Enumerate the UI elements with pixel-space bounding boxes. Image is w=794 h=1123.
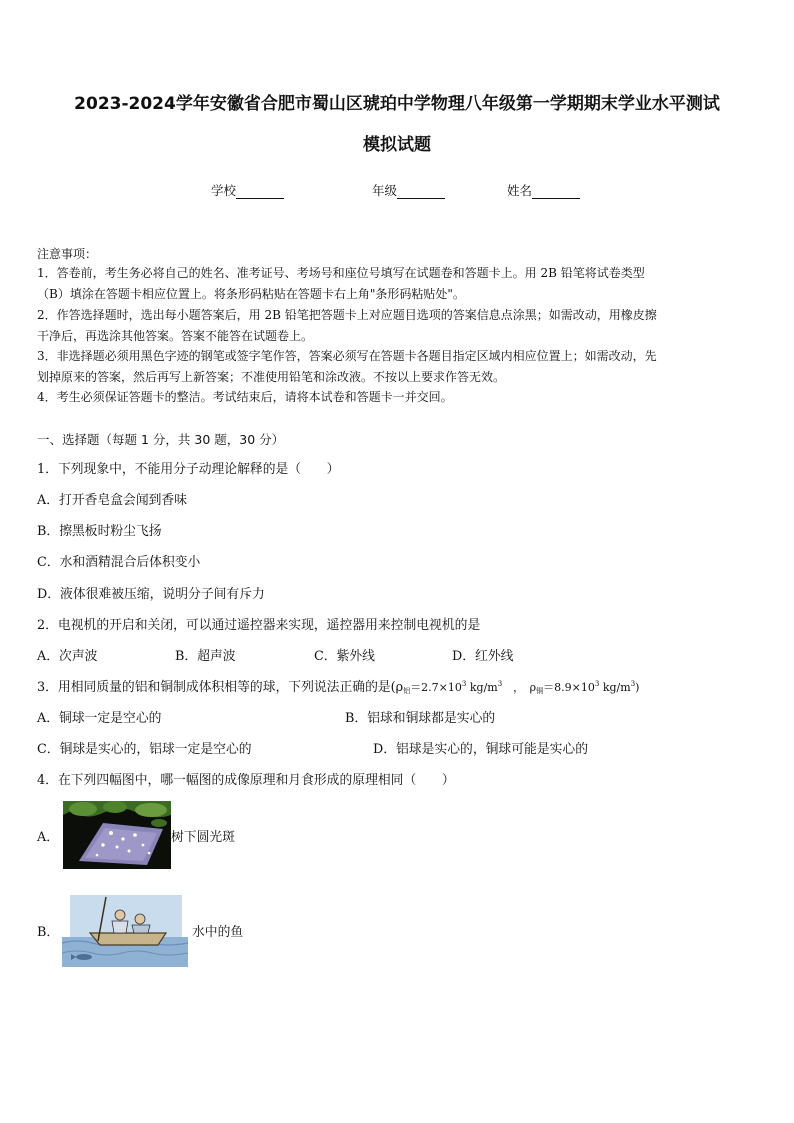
fish-in-water-illustration [62, 893, 188, 967]
question-2-option-d[interactable]: D．红外线 [452, 649, 514, 664]
rho-al-unit-exponent: 3 [497, 680, 503, 688]
school-blank[interactable] [236, 185, 284, 199]
question-2-option-c[interactable]: C．紫外线 [314, 649, 375, 664]
section-heading: 一、选择题（每题 1 分，共 30 题，30 分） [37, 432, 285, 447]
notice-item: 4．考生必须保证答题卡的整洁。考试结束后，请将本试卷和答题卡一并交回。 [37, 390, 453, 404]
rho-cu-subscript: 铜 [536, 687, 544, 695]
question-4-option-a-caption: 树下圆光斑 [171, 830, 235, 845]
question-2-stem: 2．电视机的开启和关闭，可以通过遥控器来实现，遥控器用来控制电视机的是 [37, 618, 481, 633]
question-3-stem [37, 676, 639, 696]
rho-separator: ， ρ [502, 681, 537, 694]
question-1-option-d[interactable]: D．液体很难被压缩，说明分子间有斥力 [37, 587, 265, 602]
rho-cu-value: ＝8.9×10 [543, 681, 595, 694]
question-1-option-c[interactable]: C．水和酒精混合后体积变小 [37, 555, 201, 570]
page-title: 2023-2024学年安徽省合肥市蜀山区琥珀中学物理八年级第一学期期末学业水平测试 [74, 94, 720, 114]
question-4-option-b-caption: 水中的鱼 [192, 925, 244, 940]
question-1-option-b[interactable]: B．擦黑板时粉尘飞扬 [37, 524, 162, 539]
school-label: 学校 [211, 183, 237, 198]
question-3-option-c[interactable]: C．铜球是实心的，铝球一定是空心的 [37, 742, 252, 757]
question-1-stem: 1．下列现象中，不能用分子动理论解释的是（ ） [37, 462, 340, 477]
rho-al-subscript: 铝 [403, 687, 411, 695]
grade-label: 年级 [372, 183, 398, 198]
notice-item: 干净后，再选涂其他答案。答案不能答在试题卷上。 [37, 329, 314, 343]
rho-al-unit: kg/m [466, 681, 498, 694]
student-info-row [0, 181, 794, 201]
tree-light-spots-image[interactable] [63, 801, 171, 869]
question-3-option-a[interactable]: A．铜球一定是空心的 [37, 711, 162, 726]
grade-field[interactable] [372, 181, 445, 199]
question-4-option-b-label[interactable]: B． [37, 925, 60, 940]
question-3-option-d[interactable]: D．铝球是实心的，铜球可能是实心的 [373, 742, 589, 757]
rho-al-value: ＝2.7×10 [410, 681, 462, 694]
school-field[interactable] [211, 181, 284, 199]
notice-heading: 注意事项： [37, 247, 98, 261]
notice-item: 3．非选择题必须用黑色字迹的钢笔或签字笔作答，答案必须写在答题卡各题目指定区域内相应位置上；如需改动，先 [37, 349, 657, 363]
rho-al-exponent: 3 [461, 680, 467, 688]
fish-in-water-image[interactable] [62, 893, 188, 967]
question-3-option-b[interactable]: B．铝球和铜球都是实心的 [345, 711, 496, 726]
question-2-option-b[interactable]: B．超声波 [175, 649, 236, 664]
question-4-option-a-label[interactable]: A． [37, 830, 60, 845]
question-2-option-a[interactable]: A．次声波 [37, 649, 98, 664]
notice-item: 2．作答选择题时，选出每小题答案后，用 2B 铅笔把答题卡上对应题目选项的答案信息点涂黑；如需改动，用橡皮擦 [37, 308, 657, 322]
question-1-option-a[interactable]: A．打开香皂盒会闻到香味 [37, 493, 188, 508]
rho-cu-unit-exponent: 3 [630, 680, 636, 688]
name-blank[interactable] [532, 185, 580, 199]
notice-item: 1．答卷前，考生务必将自己的姓名、准考证号、考场号和座位号填写在试题卷和答题卡上。用 2B 铅笔将试卷类型 [37, 266, 645, 280]
notice-item: 划掉原来的答案，然后再写上新答案；不准使用铅笔和涂改液。不按以上要求作答无效。 [37, 370, 506, 384]
name-label: 姓名 [507, 183, 533, 198]
rho-close: ) [635, 681, 640, 694]
grade-blank[interactable] [397, 185, 445, 199]
name-field[interactable] [507, 181, 580, 199]
question-3-text: 3．用相同质量的铝和铜制成体积相等的球，下列说法正确的是(ρ [37, 680, 404, 695]
rho-cu-exponent: 3 [594, 680, 600, 688]
question-4-stem: 4．在下列四幅图中，哪一幅图的成像原理和月食形成的原理相同（ ） [37, 773, 455, 788]
rho-cu-unit: kg/m [599, 681, 631, 694]
notice-item: （B）填涂在答题卡相应位置上。将条形码粘贴在答题卡右上角"条形码粘贴处"。 [37, 287, 465, 301]
tree-light-spots-illustration [63, 801, 171, 869]
page-subtitle: 模拟试题 [363, 135, 431, 155]
